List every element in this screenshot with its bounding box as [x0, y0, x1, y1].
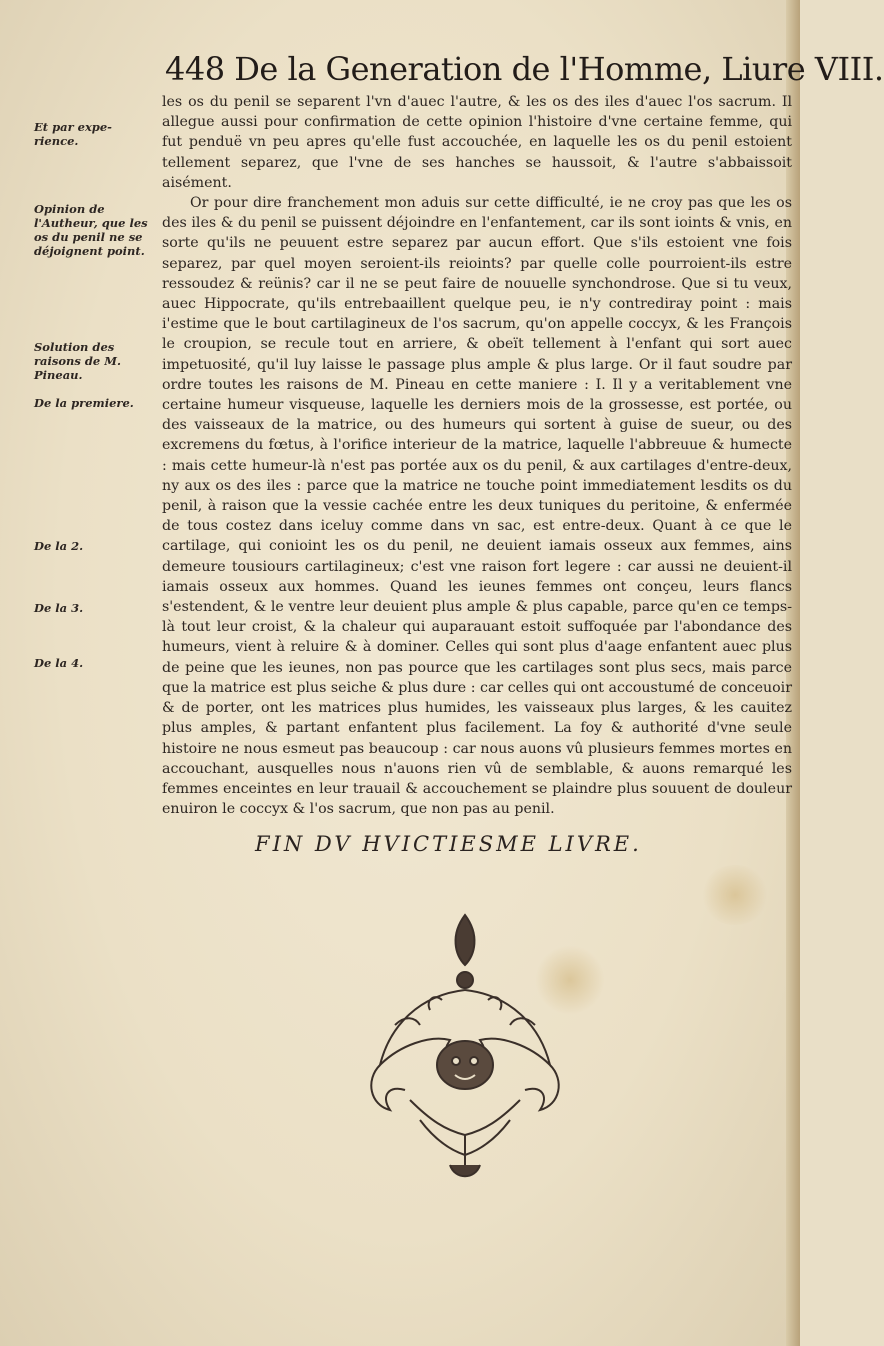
- margin-note-first: De la premiere.: [34, 396, 134, 410]
- margin-note-author-opinion: Opinion de l'Autheur, que les os du penil ne se déjoignent point.: [34, 202, 148, 258]
- margin-note-experience: Et par expe-rience.: [34, 120, 112, 148]
- running-header: [165, 50, 884, 88]
- page-number: 448: [165, 50, 225, 88]
- paper-stain: [700, 865, 770, 925]
- margin-note-second: De la 2.: [34, 539, 84, 553]
- main-text: [162, 92, 792, 819]
- margin-note-third: De la 3.: [34, 601, 84, 615]
- paragraph-author-opinion: Or pour dire franchement mon aduis sur cette difficulté, ie ne croy pas que les os des iles & du penil se puissent déjoindre en l'enfantement, car ils sont ioints & vnis, en sorte qu'ils ne peuuent estre separez par aucun effort. Que s'ils estoient vne fois separez, par quel moyen seroient-ils reioints? par quelle colle pourroient-ils estre ressoudez & reünis? car il ne se peut faire de nouuelle synchondrose. Que si tu veux, auec Hippocrate, qu'ils entrebaaillent quelque peu, ie n'y contrediray point : mais i'estime que le bout cartilagineux de l'os sacrum, qu'on appelle coccyx, & les François le croupion, se recule tout en arriere, & obeït tellement à l'enfant qui sort auec impetuosité, qu'il luy laisse le passage plus ample & plus large. Or il faut soudre par ordre toutes les raisons de M. Pineau en cette maniere : I. Il y a veritablement vne certaine humeur visqueuse, laquelle les derniers mois de la grossesse, est portée, ou des vaisseaux de la matrice, ou des humeurs qui sortent à guise de sueur, ou des excremens du fœtus, à l'orifice interieur de la matrice, laquelle l'abbreuue & humecte : mais cette humeur-là n'est pas portée aux os du penil, & aux cartilages d'entre-deux, ny aux os des iles : parce que la matrice ne touche point immediatement lesdits os du penil, à raison que la vessie cachée entre les deux tuniques du peritoine, & enfermée de tous costez dans iceluy comme dans vn sac, est entre-deux. Quant à ce que le cartilage, qui conioint les os du penil, ne deuient iamais osseux aux femmes, ains demeure tousiours cartilagineux; c'est vne raison fort legere : car aussi ne deuient-il iamais osseux aux hommes. Quand les ieunes femmes ont conçeu, leurs flancs s'estendent, & le ventre leur deuient plus ample & plus capable, parce qu'en ce temps-là tout leur croist, & la chaleur qui auparauant estoit suffoquée par l'abondance des humeurs, vient à reluire & à dominer. Celles qui sont plus d'aage enfantent auec plus de peine que les ieunes, non pas pource que les cartilages sont plus secs, mais parce que la matrice est plus seiche & plus dure : car celles qui ont accoustumé de conceuoir & de porter, ont les matrices plus humides, les vaisseaux plus larges, & les cauitez plus amples, & partant enfantent plus facilement. La foy & authorité d'vne seule histoire ne nous esmeut pas beaucoup : car nous auons vû plusieurs femmes mortes en accouchant, ausquelles nous n'auons rien vû de semblable, & auons remarqué les femmes enceintes en leur trauail & accouchement se plaindre plus souuent de douleur enuiron le coccyx & l'os sacrum, que non pas au penil.: [162, 195, 792, 818]
- book-end-title: FIN DV HVICTIESME LIVRE.: [255, 832, 642, 856]
- running-title: De la Generation de l'Homme, Liure VIII.: [234, 50, 884, 88]
- tailpiece-ornament-icon: [350, 905, 580, 1190]
- margin-note-solution: Solution des raisons de M. Pineau.: [34, 340, 121, 382]
- margin-note-fourth: De la 4.: [34, 656, 84, 670]
- paragraph-continuation: les os du penil se separent l'vn d'auec l'autre, & les os des iles d'auec l'os sacrum. Il allegue aussi pour confirmation de cette opinion l'histoire d'vne certaine femme, qui fut penduë vn peu apres qu'elle fust accouchée, en laquelle les os du penil estoient tellement separez, que l'vne de ses hanches se haussoit, & l'autre s'abbaissoit aisément.: [162, 94, 792, 191]
